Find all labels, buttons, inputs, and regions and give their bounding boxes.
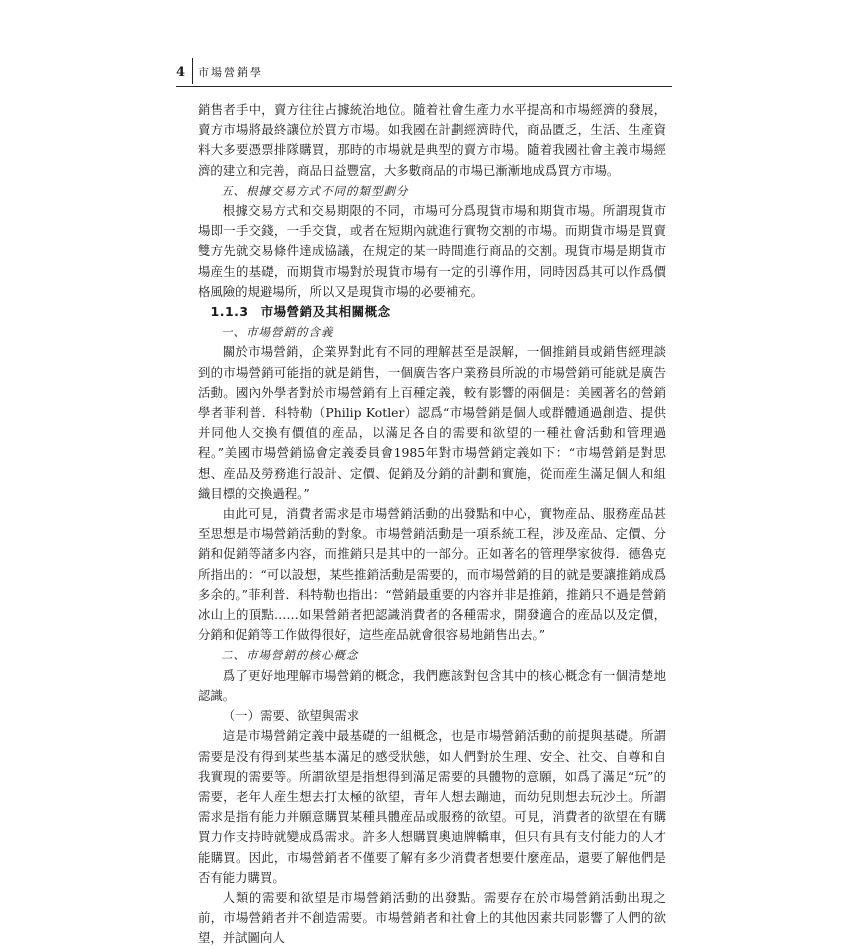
subheading: 一、市場營銷的含義 — [221, 325, 334, 340]
subheading: 二、市場營銷的核心概念 — [221, 648, 359, 663]
paragraph: 關於市場營銷，企業界對此有不同的理解甚至是誤解，一個推銷員或銷售經理談到的市場營銷可能指的就是銷售，一個廣告客户業務員所說的市場營銷可能就是廣告活動。國內外學者對於市場營銷有上百種定義，較有影響的兩個是：美國著名的營銷學者菲利普．科特勒（Philip Kotler）認爲“市場營銷是個人或群體通過創造、提供并同他人交換有價值的産品，以滿足各自的需要和欲望的一種社會活動和管理過程。”美國市場營銷協會定義委員會1985年對市場營銷定義如下：“市場營銷是對思想、産品及勞務進行設計、定價、促銷及分銷的計劃和實施，從而産生滿足個人和組織目標的交換過程。” — [198, 344, 666, 501]
paragraph: 由此可見，消費者需求是市場營銷活動的出發點和中心，實物産品、服務産品甚至思想是市場營銷活動的對象。市場營銷活動是一項系統工程，涉及産品、定價、分銷和促銷等諸多内容，而推銷只是其中的一部分。正如著名的管理學家彼得．德魯克所指出的：“可以設想，某些推銷活動是需要的，而市場營銷的目的就是要讓推銷成爲多余的。”菲利普．科特勒也指出：“營銷最重要的内容并非是推銷，推銷只不過是營銷冰山上的頂點……如果營銷者把認識消費者的各種需求，開發適合的産品以及定價，分銷和促銷等工作做得很好，這些産品就會很容易地銷售出去。” — [198, 506, 666, 643]
body-text — [198, 100, 666, 949]
paragraph: 爲了更好地理解市場營銷的概念，我們應該對包含其中的核心概念有一個清楚地認識。 — [198, 667, 666, 703]
paragraph: 這是市場營銷定義中最基礎的一組概念，也是市場營銷活動的前提與基礎。所謂需要是没有得到某些基本滿足的感受狀態，如人們對於生理、安全、社交、自尊和自我實現的需要等。所謂欲望是指想得到滿足需要的具體物的意願，如爲了滿足“玩”的需要，老年人産生想去打太極的欲望，青年人想去蹦迪，而幼兒則想去玩沙土。所謂需求是指有能力并願意購買某種具體産品或服務的欲望。可見，消費者的欲望在有購買力作支持時就變成爲需求。許多人想購買奧迪牌轎車，但只有具有支付能力的人才能購買。因此，市場營銷者不僅要了解有多少消費者想要什麼産品，還要了解他們是否有能力購買。 — [198, 728, 666, 885]
section-title: 市場營銷及其相關概念 — [260, 304, 391, 320]
paragraph: 銷售者手中，賣方往往占據統治地位。隨着社會生產力水平提高和市場經濟的發展，賣方市場將最終讓位於買方市場。如我國在計劃經濟時代，商品匱乏，生活、生產資料大多要憑票排隊購買，那時的市場就是典型的賣方市場。隨着我國社會主義市場經濟的建立和完善，商品日益豐富，大多數商品的市場已漸漸地成爲買方市場。 — [198, 102, 666, 178]
section-heading — [198, 302, 666, 322]
subheading: 五、根據交易方式不同的類型劃分 — [221, 183, 409, 198]
header-vertical-rule — [192, 58, 193, 84]
section-number: 1.1.3 — [210, 304, 249, 320]
running-title: 市場營銷學 — [198, 66, 263, 79]
paragraph: 根據交易方式和交易期限的不同，市場可分爲現貨市場和期貨市場。所謂現貨市場即一手交錢，一手交貨，或者在短期內就進行實物交割的市場。而期貨市場是買賣雙方先就交易條件達成協議，在規定的某一時間進行商品的交割。現貨市場是期貨市場産生的基礎，而期貨市場對於現貨市場有一定的引導作用，同時因爲其可以作爲價格風險的規避場所，所以又是現貨市場的必要補充。 — [198, 203, 666, 299]
header-horizontal-rule — [176, 86, 672, 87]
subheading: （一）需要、欲望與需求 — [222, 708, 360, 724]
paragraph: 人類的需要和欲望是市場營銷活動的出發點。需要存在於市場營銷活動出現之前，市場營銷者并不創造需要。市場營銷者和社會上的其他因素共同影響了人們的欲望，并試圖向人 — [198, 889, 666, 946]
page-number: 4 — [176, 64, 186, 80]
